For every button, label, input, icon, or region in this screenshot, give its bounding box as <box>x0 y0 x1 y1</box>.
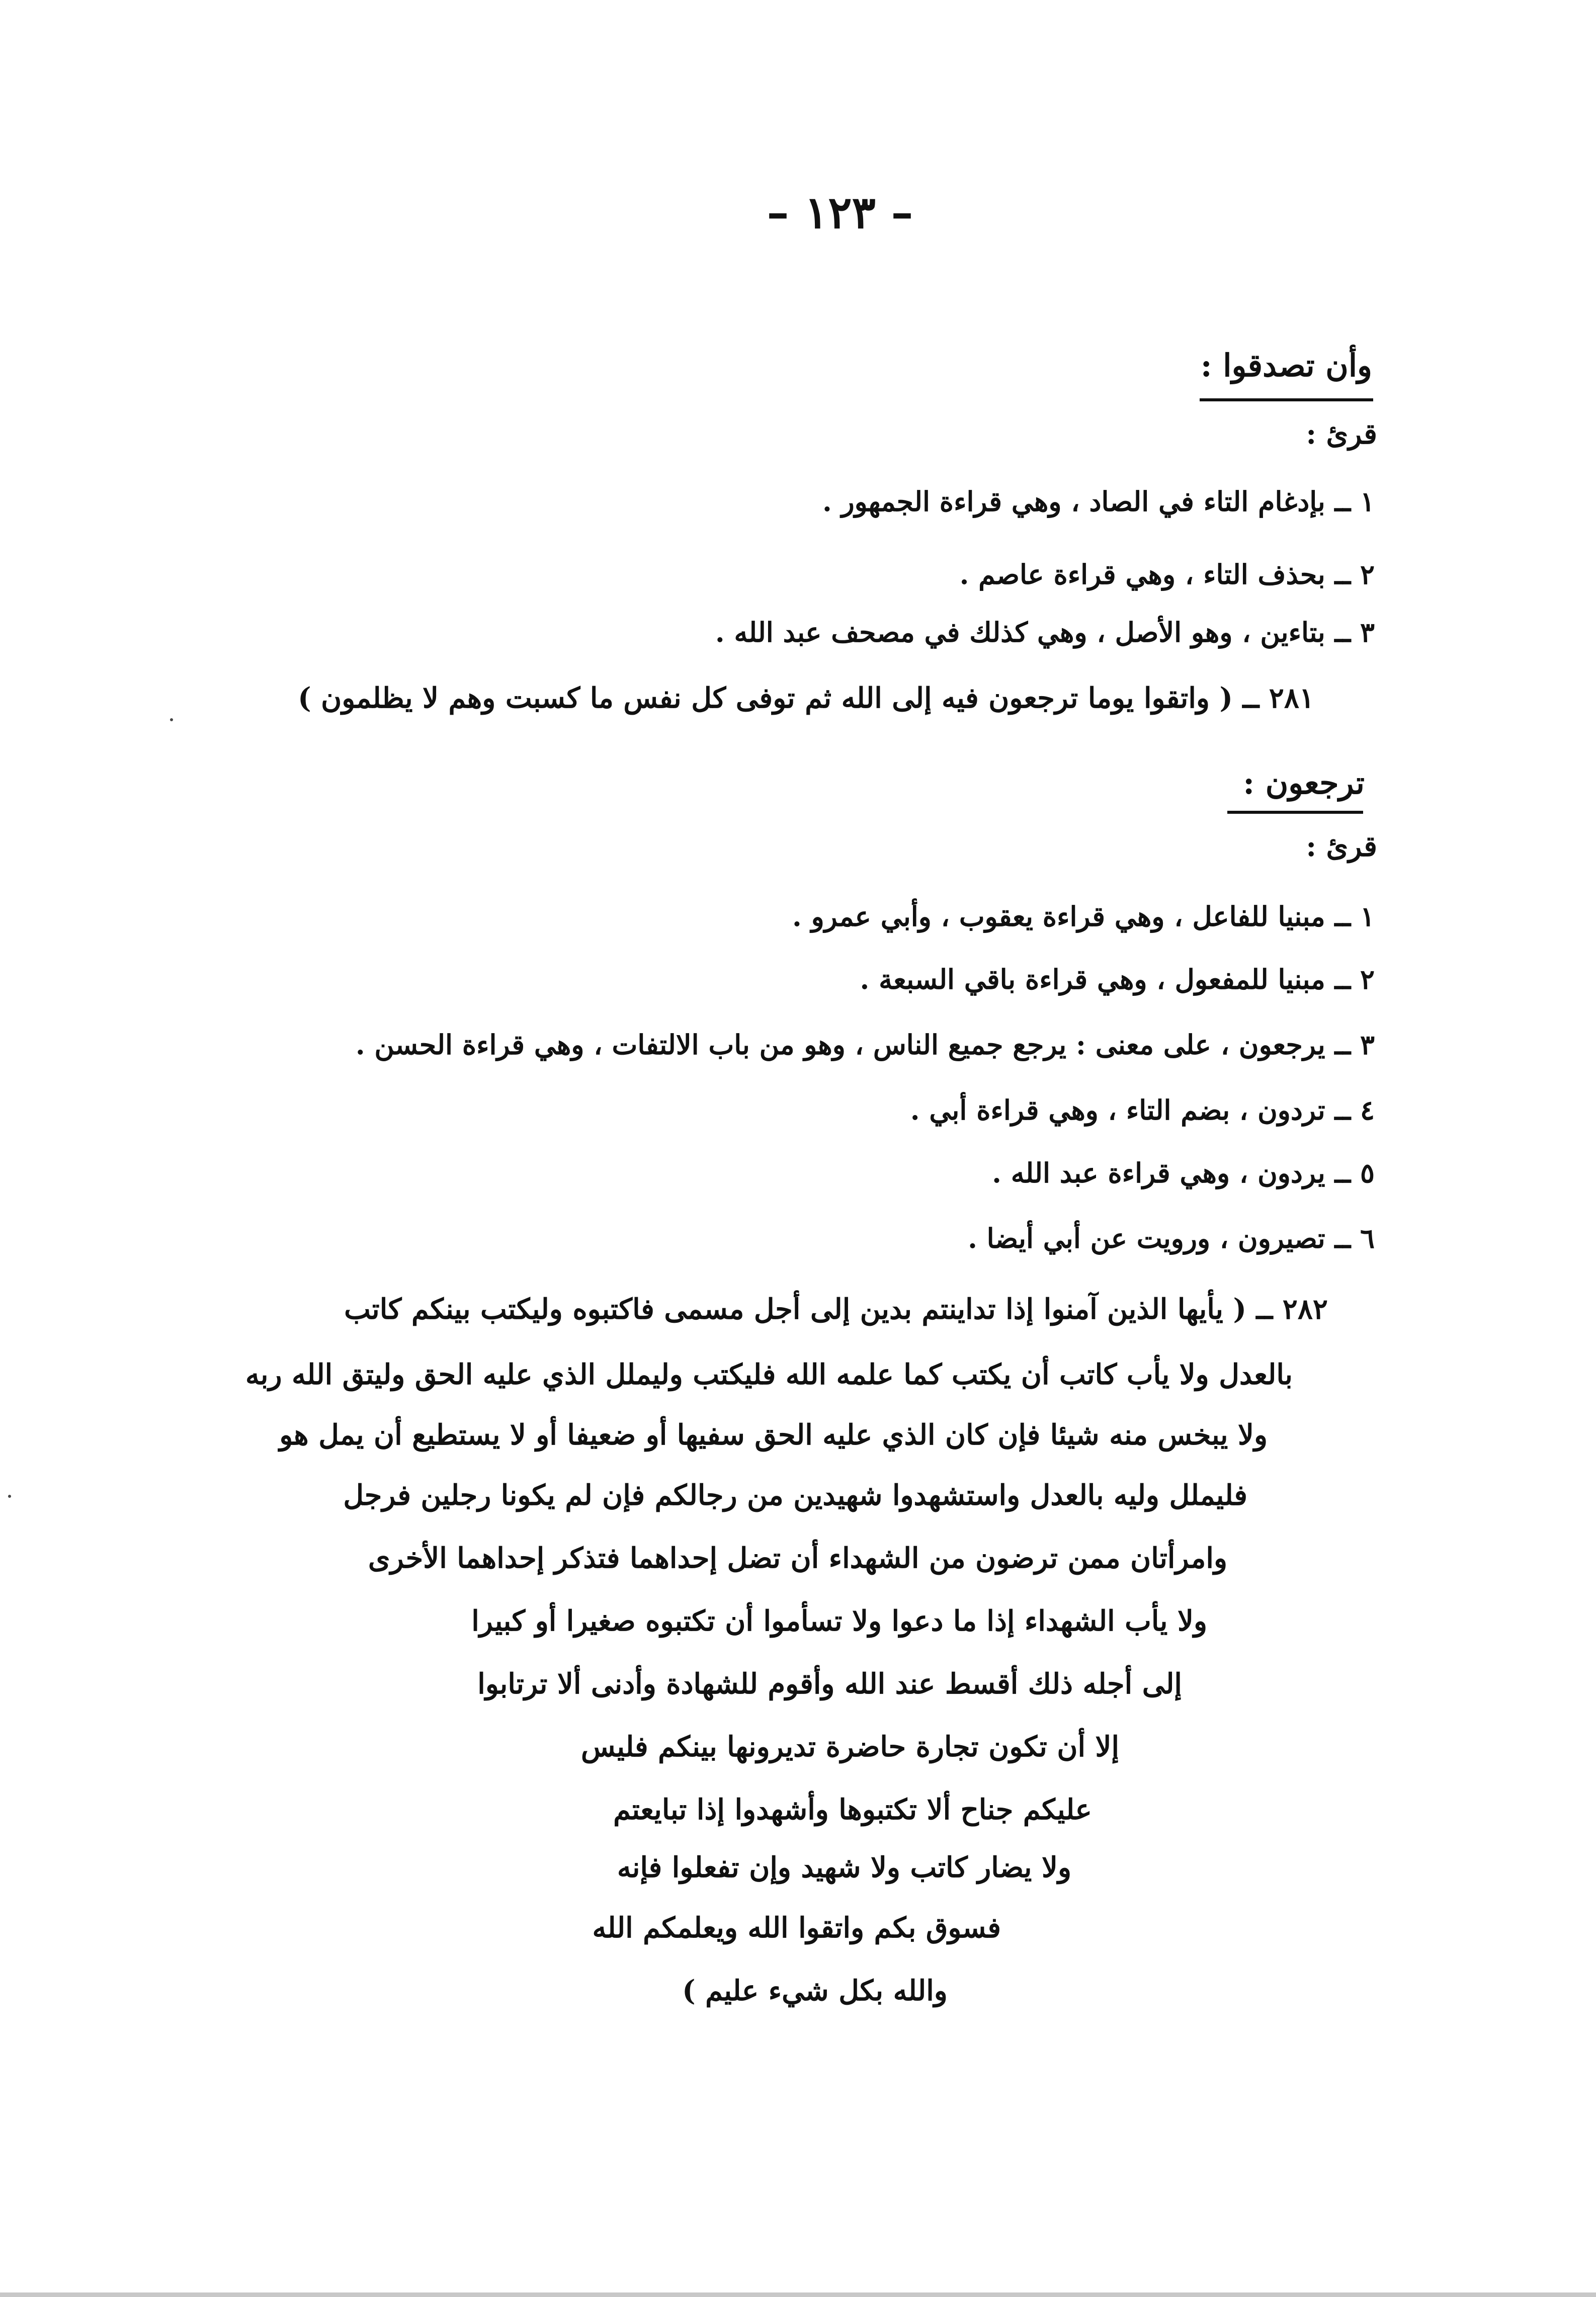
page-bottom-edge <box>0 2292 1596 2297</box>
verse-282-line: فسوق بكم واتقوا الله ويعلمكم الله <box>592 1911 1001 1944</box>
verse-282-line: إلى أجله ذلك أقسط عند الله وأقوم للشهادة وأدنى ألا ترتابوا <box>477 1667 1182 1700</box>
section-heading-tasaddaqu: وأن تصدقوا : <box>1200 347 1372 384</box>
verse-282-line: ٢٨٢ ــ ( يأيها الذين آمنوا إذا تداينتم بدين إلى أجل مسمى فاكتبوه وليكتب بينكم كاتب <box>344 1293 1328 1326</box>
reading-item: ٢ ــ بحذف التاء ، وهي قراءة عاصم . <box>959 558 1375 590</box>
verse-282-line: عليكم جناح ألا تكتبوها وأشهدوا إذا تبايعتم <box>613 1793 1092 1826</box>
reading-item: ١ ــ مبنيا للفاعل ، وهي قراءة يعقوب ، وأبي عمرو . <box>792 900 1375 932</box>
verse-282-line: ولا يبخس منه شيئا فإن كان الذي عليه الحق سفيها أو ضعيفا أو لا يستطيع أن يمل هو <box>279 1418 1268 1452</box>
verse-282-line: إلا أن تكون تجارة حاضرة تديرونها بينكم فليس <box>580 1730 1119 1763</box>
heading-underline <box>1227 811 1363 814</box>
heading-underline <box>1200 398 1373 401</box>
readings-label: قرئ : <box>1306 830 1377 863</box>
reading-item: ٥ ــ يردون ، وهي قراءة عبد الله . <box>992 1157 1375 1189</box>
verse-282-line: ولا يأب الشهداء إذا ما دعوا ولا تسأموا أن تكتبوه صغيرا أو كبيرا <box>471 1604 1207 1638</box>
page-number: – ١٢٣ – <box>767 186 913 238</box>
verse-282-line: ولا يضار كاتب ولا شهيد وإن تفعلوا فإنه <box>617 1851 1071 1884</box>
reading-item: ٢ ــ مبنيا للمفعول ، وهي قراءة باقي السبعة . <box>860 963 1375 995</box>
reading-item: ٦ ــ تصيرون ، ورويت عن أبي أيضا . <box>968 1222 1375 1254</box>
scan-speck <box>8 1495 11 1498</box>
verse-282-line: والله بكل شيء عليم ) <box>682 1974 948 2007</box>
section-heading-turjaun: ترجعون : <box>1243 764 1365 801</box>
scan-speck <box>170 718 173 721</box>
reading-item: ٣ ــ يرجعون ، على معنى : يرجع جميع الناس ، وهو من باب الالتفات ، وهي قراءة الحسن . <box>355 1029 1375 1061</box>
reading-item: ٣ ــ بتاءين ، وهو الأصل ، وهي كذلك في مصحف عبد الله . <box>715 616 1375 648</box>
verse-282-line: فليملل وليه بالعدل واستشهدوا شهيدين من رجالكم فإن لم يكونا رجلين فرجل <box>343 1479 1247 1512</box>
reading-item: ١ ــ بإدغام التاء في الصاد ، وهي قراءة الجمهور . <box>822 485 1375 518</box>
reading-item: ٤ ــ تردون ، بضم التاء ، وهي قراءة أبي . <box>910 1094 1375 1126</box>
readings-label: قرئ : <box>1306 417 1377 451</box>
verse-282-line: بالعدل ولا يأب كاتب أن يكتب كما علمه الله فليكتب وليملل الذي عليه الحق وليتق الله ربه <box>245 1358 1293 1391</box>
verse-282-line: وامرأتان ممن ترضون من الشهداء أن تضل إحداهما فتذكر إحداهما الأخرى <box>368 1542 1227 1575</box>
verse-281: ٢٨١ ــ ( واتقوا يوما ترجعون فيه إلى الله ثم توفى كل نفس ما كسبت وهم لا يظلمون ) <box>298 682 1314 715</box>
